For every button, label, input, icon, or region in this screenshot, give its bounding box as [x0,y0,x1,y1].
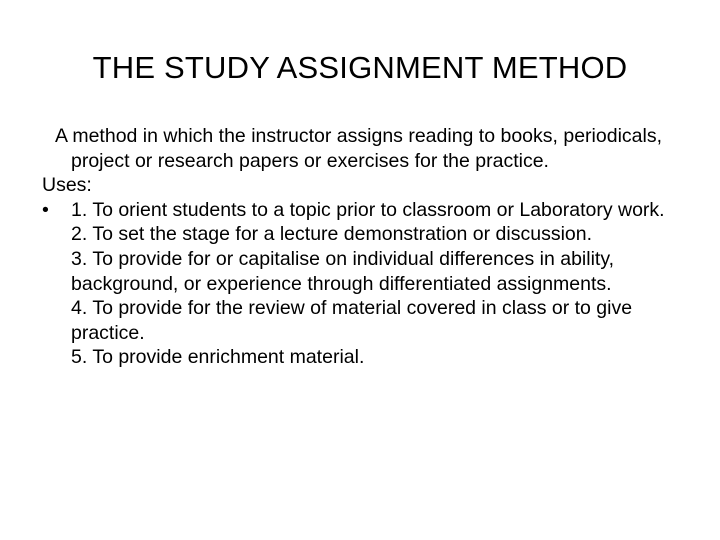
uses-item-4: 4. To provide for the review of material covered in class or to give practice. [71,297,633,344]
slide-body [42,124,672,370]
uses-item-1: 1. To orient students to a topic prior to classroom or Laboratory work. [71,198,665,221]
bullet-icon: • [42,198,49,221]
uses-item-3: 3. To provide for or capitalise on individual differences in ability, background, or experience through differentiated assignments. [71,247,615,295]
slide-title: THE STUDY ASSIGNMENT METHOD [92,50,628,85]
uses-item-2: 2. To set the stage for a lecture demonstration or discussion. [71,223,593,246]
uses-item-5: 5. To provide enrichment material. [71,346,365,369]
uses-label: Uses: [42,174,92,197]
uses-list [42,198,672,370]
intro-paragraph: A method in which the instructor assigns reading to books, periodicals, project or research papers or exercises for the practice. [55,125,662,172]
